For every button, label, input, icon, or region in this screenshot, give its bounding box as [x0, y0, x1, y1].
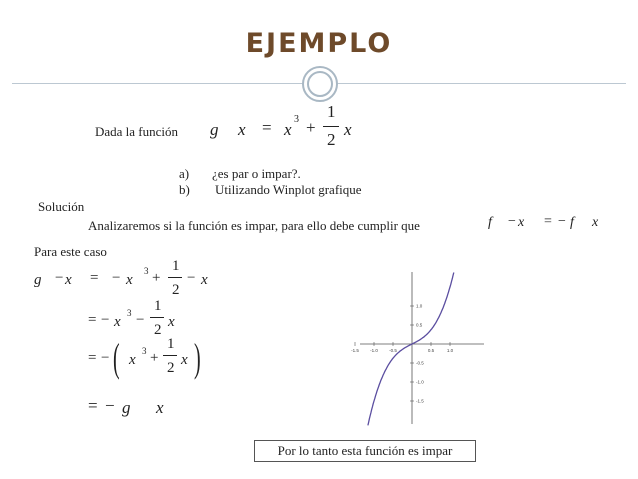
derivation-line-2: = − x 3 − 1 2 x — [88, 298, 175, 338]
question-b-text: Utilizando Winplot grafique — [215, 182, 362, 197]
y-tick-label: -0.5 — [416, 360, 424, 366]
function-definition: g x = x 3 + 1 2 x — [210, 102, 352, 149]
analysis-text: Analizaremos si la función es impar, para ello debe cumplir que — [88, 218, 420, 233]
x-tick-label: 0.5 — [427, 348, 435, 353]
caso-label: Para este caso — [34, 244, 107, 259]
slide-title: EJEMPLO — [245, 28, 393, 59]
question-b-marker: b) — [179, 182, 190, 197]
y-tick-label: -1.0 — [416, 379, 424, 385]
x-tick-label: -0.5 — [389, 348, 397, 353]
derivation-line-1: g − x = − x 3 + 1 2 − x — [34, 258, 208, 298]
y-tick-label: 0.5 — [416, 322, 423, 328]
conclusion-box: Por lo tanto esta función es impar — [254, 440, 476, 462]
question-a-marker: a) — [179, 166, 190, 181]
derivation-line-4: = − g x — [88, 396, 164, 417]
question-a-text: ¿es par o impar?. — [212, 166, 301, 181]
y-tick-label: -1.5 — [416, 398, 424, 404]
x-tick-label: -1.5 — [351, 348, 359, 353]
intro-label: Dada la función — [95, 124, 179, 139]
x-tick-label: -1.0 — [370, 348, 378, 353]
x-tick-label: 1.0 — [446, 348, 454, 353]
solucion-label: Solución — [38, 199, 85, 214]
odd-condition: f − x = − f x — [488, 214, 599, 230]
function-curve — [368, 273, 454, 426]
y-tick-label: 1.0 — [416, 303, 423, 309]
circle-ornament-icon — [300, 64, 340, 104]
function-graph — [351, 268, 490, 428]
derivation-line-3: = − ( x 3 + 1 2 x ) — [88, 335, 201, 380]
